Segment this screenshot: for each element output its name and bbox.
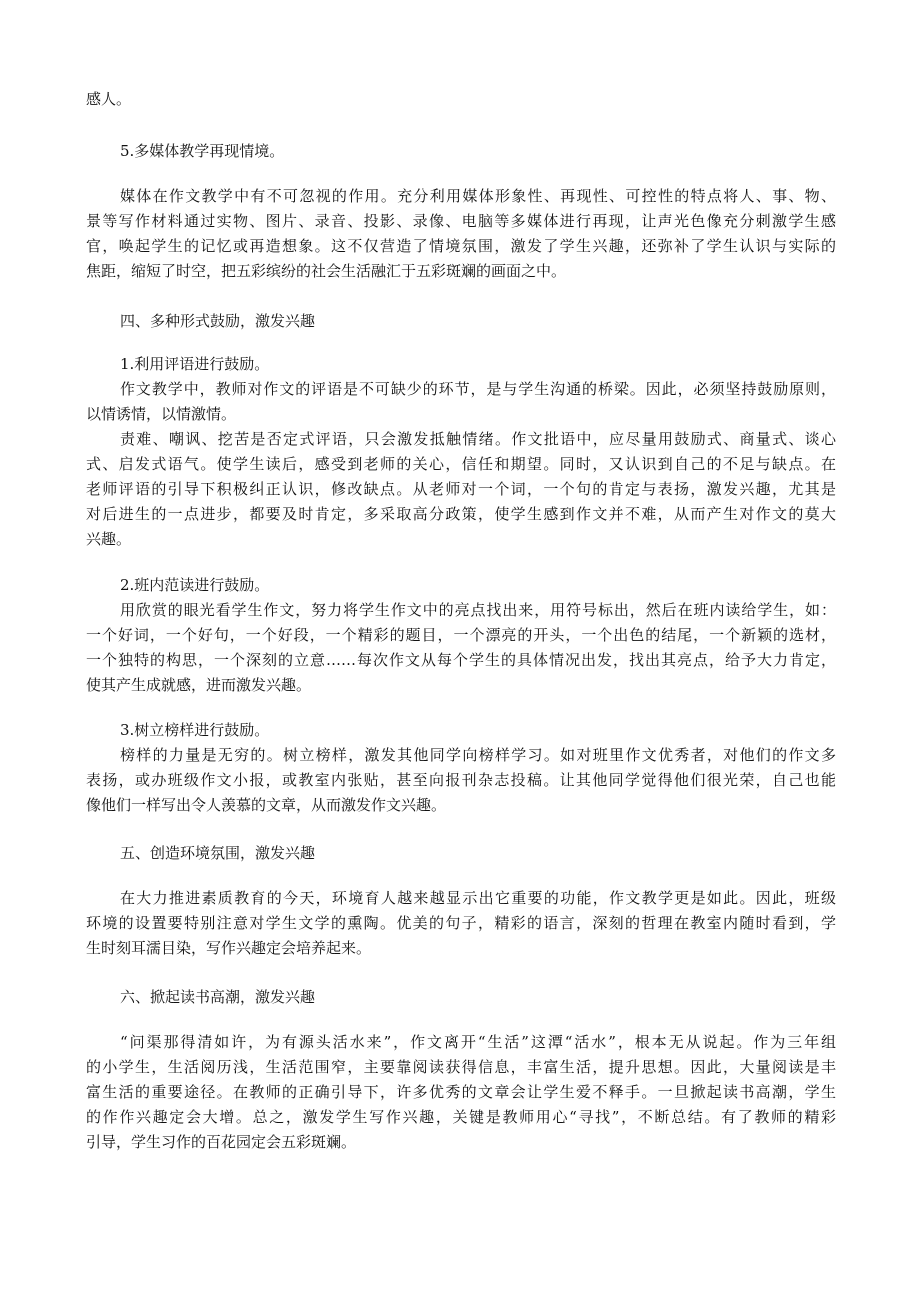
paragraph-line: 使其产生成就感，进而激发兴趣。 (86, 676, 312, 694)
paragraph-line: 感人。 (86, 90, 132, 108)
section-heading-5: 五、创造环境氛围，激发兴趣 (120, 844, 316, 862)
paragraph-line: 景等写作材料通过实物、图片、录音、投影、录像、电脑等多媒体进行再现，让声光色像充分刺激学生感 (86, 212, 836, 230)
paragraph-line: 的作作兴趣定会大增。总之，激发学生写作兴趣，关键是教师用心“寻找”，不断总结。有了教师的精彩 (86, 1108, 836, 1126)
paragraph-line: 像他们一样写出令人羡慕的文章，从而激发作文兴趣。 (86, 796, 447, 814)
paragraph-line: 官，唤起学生的记忆或再造想象。这不仅营造了情境氛围，激发了学生兴趣，还弥补了学生认识与实际的 (86, 237, 836, 255)
paragraph-line: 式、启发式语气。使学生读后，感受到老师的关心，信任和期望。同时，又认识到自己的不足与缺点。在 (86, 455, 836, 473)
paragraph-line: 富生活的重要途径。在教师的正确引导下，许多优秀的文章会让学生爱不释手。一旦掀起读书高潮，学生 (86, 1083, 836, 1101)
paragraph-line: 对后进生的一点进步，都要及时肯定，多采取高分政策，使学生感到作文并不难，从而产生对作文的莫大 (86, 505, 836, 523)
subheading-multimedia: 5.多媒体教学再现情境。 (120, 142, 285, 160)
paragraph-line: 一个独特的构思，一个深刻的立意……每次作文从每个学生的具体情况出发，找出其亮点，给予大力肯定， (86, 651, 836, 669)
paragraph-line: 的小学生，生活阅历浅，生活范围窄，主要靠阅读获得信息，丰富生活，提升思想。因此，大量阅读是丰 (86, 1058, 836, 1076)
paragraph-line: 引导，学生习作的百花园定会五彩斑斓。 (86, 1133, 357, 1151)
subheading-comments: 1.利用评语进行鼓励。 (120, 355, 270, 373)
section-heading-6: 六、掀起读书高潮，激发兴趣 (120, 988, 316, 1006)
paragraph-line: 责难、嘲讽、挖苦是否定式评语，只会激发抵触情绪。作文批语中，应尽量用鼓励式、商量式、谈心 (120, 430, 836, 448)
paragraph-line: 生时刻耳濡目染，写作兴趣定会培养起来。 (86, 939, 372, 957)
paragraph-line: 焦距，缩短了时空，把五彩缤纷的社会生活融汇于五彩斑斓的画面之中。 (86, 262, 567, 280)
paragraph-line: 媒体在作文教学中有不可忽视的作用。充分利用媒体形象性、再现性、可控性的特点将人、事、物、 (120, 187, 836, 205)
paragraph-line: 以情诱情，以情激情。 (86, 405, 237, 423)
paragraph-line: 兴趣。 (86, 530, 132, 548)
paragraph-line: 环境的设置要特别注意对学生文学的熏陶。优美的句子，精彩的语言，深刻的哲理在教室内随时看到，学 (86, 914, 836, 932)
paragraph-line: 表扬，或办班级作文小报，或教室内张贴，甚至向报刊杂志投稿。让其他同学觉得他们很光荣，自己也能 (86, 771, 836, 789)
paragraph-line: “问渠那得清如许，为有源头活水来”，作文离开“生活”这潭“活水”，根本无从说起。作为三年组 (120, 1033, 836, 1051)
paragraph-line: 老师评语的引导下积极纠正认识，修改缺点。从老师对一个词，一个句的肯定与表扬，激发兴趣，尤其是 (86, 480, 836, 498)
subheading-role-models: 3.树立榜样进行鼓励。 (120, 721, 270, 739)
paragraph-line: 作文教学中，教师对作文的评语是不可缺少的环节，是与学生沟通的桥梁。因此，必须坚持鼓励原则， (120, 380, 836, 398)
section-heading-4: 四、多种形式鼓励，激发兴趣 (120, 312, 316, 330)
paragraph-line: 用欣赏的眼光看学生作文，努力将学生作文中的亮点找出来，用符号标出，然后在班内读给学生，如： (120, 601, 836, 619)
paragraph-line: 在大力推进素质教育的今天，环境育人越来越显示出它重要的功能，作文教学更是如此。因此，班级 (120, 889, 836, 907)
paragraph-line: 榜样的力量是无穷的。树立榜样，激发其他同学向榜样学习。如对班里作文优秀者，对他们的作文多 (120, 746, 836, 764)
subheading-reading-aloud: 2.班内范读进行鼓励。 (120, 576, 270, 594)
paragraph-line: 一个好词，一个好句，一个好段，一个精彩的题目，一个漂亮的开头，一个出色的结尾，一个新颖的选材， (86, 626, 836, 644)
